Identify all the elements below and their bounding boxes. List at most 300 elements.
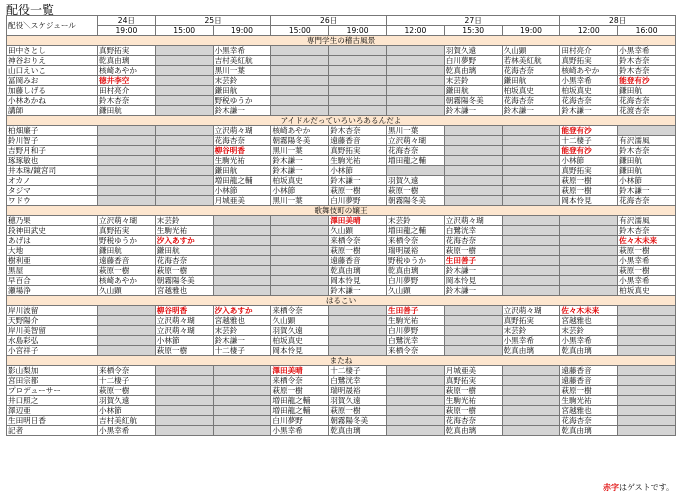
time-header: 15:00 [271, 26, 329, 36]
no-performance-cell [98, 126, 156, 136]
cast-cell: 萩原一樹 [444, 246, 502, 256]
role-name: 山口えいこ [7, 66, 98, 76]
cast-cell: 核崎あやか [98, 276, 156, 286]
no-performance-cell [502, 146, 560, 156]
cast-cell: 小林節 [329, 166, 387, 176]
cast-cell: 十二棲子 [98, 376, 156, 386]
no-performance-cell [386, 46, 444, 56]
no-performance-cell [618, 416, 676, 426]
cast-cell: 末芸鈴 [444, 76, 502, 86]
role-name: 宮田宗都 [7, 376, 98, 386]
cast-cell: 花海杏奈 [444, 416, 502, 426]
no-performance-cell [618, 426, 676, 436]
no-performance-cell [155, 376, 213, 386]
role-row [7, 306, 676, 316]
role-row [7, 346, 676, 356]
role-name: 生田明日香 [7, 416, 98, 426]
no-performance-cell [386, 416, 444, 426]
cast-cell: 真野拓実 [560, 56, 618, 66]
cast-cell: 小林節 [271, 186, 329, 196]
cast-cell: 小黒幸希 [618, 276, 676, 286]
cast-cell: 乾真由璃 [329, 266, 387, 276]
no-performance-cell [386, 376, 444, 386]
time-header: 12:00 [560, 26, 618, 36]
role-name: タジマ [7, 186, 98, 196]
cast-cell: 野税ゆうか [386, 256, 444, 266]
cast-cell: 萩原一樹 [618, 246, 676, 256]
no-performance-cell [444, 156, 502, 166]
role-row [7, 66, 676, 76]
no-performance-cell [213, 426, 271, 436]
cast-cell: 小林節 [560, 156, 618, 166]
no-performance-cell [386, 106, 444, 116]
no-performance-cell [386, 426, 444, 436]
cast-cell: 小林節 [155, 336, 213, 346]
cast-cell: 白川夢野 [329, 196, 387, 206]
no-performance-cell [618, 386, 676, 396]
no-performance-cell [98, 336, 156, 346]
role-row [7, 406, 676, 416]
cast-cell: 能登有沙 [560, 126, 618, 136]
legend-text: はゲストです。 [618, 483, 674, 492]
no-performance-cell [560, 256, 618, 266]
no-performance-cell [618, 326, 676, 336]
no-performance-cell [618, 306, 676, 316]
corner-label: 配役＼スケジュール [7, 16, 98, 36]
cast-cell: 岡本怜見 [560, 196, 618, 206]
cast-cell: 久山顕 [502, 46, 560, 56]
no-performance-cell [444, 346, 502, 356]
cast-cell: 小黒幸希 [502, 336, 560, 346]
no-performance-cell [271, 96, 329, 106]
cast-cell: 萩原一樹 [98, 386, 156, 396]
cast-cell: 柏坂真史 [271, 176, 329, 186]
no-performance-cell [502, 156, 560, 166]
cast-cell: 白鷺洸幸 [386, 336, 444, 346]
role-name: ワドウ [7, 196, 98, 206]
no-performance-cell [329, 76, 387, 86]
cast-cell: 真野拓実 [502, 316, 560, 326]
role-row [7, 266, 676, 276]
role-name: 琢琢敏也 [7, 156, 98, 166]
role-name: 井口照之 [7, 396, 98, 406]
cast-cell: 増田龍之輔 [213, 176, 271, 186]
no-performance-cell [618, 406, 676, 416]
cast-cell: 岡本怜見 [444, 276, 502, 286]
no-performance-cell [386, 386, 444, 396]
cast-cell: 末芸鈴 [213, 76, 271, 86]
cast-cell: 鎌田航 [98, 106, 156, 116]
role-row [7, 416, 676, 426]
cast-cell: 白鷺洸幸 [329, 376, 387, 386]
cast-cell: 月城亜美 [444, 366, 502, 376]
no-performance-cell [502, 276, 560, 286]
cast-cell: 羽賀久遠 [386, 176, 444, 186]
no-performance-cell [560, 236, 618, 246]
cast-cell: 田村亮介 [560, 46, 618, 56]
cast-cell: 鈴木謙一 [271, 166, 329, 176]
no-performance-cell [98, 156, 156, 166]
no-performance-cell [155, 366, 213, 376]
cast-cell: 岡本怜見 [271, 346, 329, 356]
no-performance-cell [155, 56, 213, 66]
cast-cell: 宮越雅也 [560, 406, 618, 416]
cast-cell: 乾真由璃 [329, 426, 387, 436]
cast-cell: 花海杏奈 [213, 136, 271, 146]
no-performance-cell [329, 316, 387, 326]
no-performance-cell [213, 416, 271, 426]
cast-cell: 立沢萌々瑚 [386, 136, 444, 146]
date-header-row [7, 16, 676, 26]
role-row [7, 376, 676, 386]
no-performance-cell [502, 166, 560, 176]
cast-cell: 鈴木謙一 [271, 156, 329, 166]
no-performance-cell [155, 386, 213, 396]
no-performance-cell [213, 256, 271, 266]
role-row [7, 256, 676, 266]
no-performance-cell [213, 396, 271, 406]
role-row [7, 126, 676, 136]
no-performance-cell [329, 306, 387, 316]
no-performance-cell [155, 196, 213, 206]
cast-cell: 遠藤香音 [329, 136, 387, 146]
cast-cell: 野税ゆうか [213, 96, 271, 106]
cast-cell: 立沢萌々瑚 [98, 216, 156, 226]
cast-cell: 朝霧陽冬美 [444, 96, 502, 106]
cast-cell: 柳谷明香 [213, 146, 271, 156]
cast-cell: 来栖令奈 [386, 346, 444, 356]
date-header: 26日 [271, 16, 387, 26]
cast-cell: 白川夢野 [444, 56, 502, 66]
no-performance-cell [271, 56, 329, 66]
cast-cell: 宮越雅也 [155, 286, 213, 296]
no-performance-cell [271, 66, 329, 76]
cast-cell: 瑞明晟裕 [329, 386, 387, 396]
role-row [7, 316, 676, 326]
role-row [7, 156, 676, 166]
role-name: 瀬場浄 [7, 286, 98, 296]
section-header-row [7, 356, 676, 366]
role-row [7, 276, 676, 286]
cast-cell: 鈴木杏奈 [618, 226, 676, 236]
cast-cell: 小黒幸希 [271, 426, 329, 436]
cast-cell: 萩原一樹 [155, 346, 213, 356]
cast-cell: 真野拓実 [560, 166, 618, 176]
legend-red-word: 赤字 [602, 483, 619, 492]
role-row [7, 386, 676, 396]
no-performance-cell [386, 96, 444, 106]
cast-cell: 萩原一樹 [329, 186, 387, 196]
role-name: プロデューサー [7, 386, 98, 396]
cast-cell: 小黒幸希 [618, 46, 676, 56]
cast-cell: 生駒光祐 [386, 316, 444, 326]
cast-cell: 立沢萌々瑚 [444, 216, 502, 226]
no-performance-cell [618, 396, 676, 406]
section-header-row [7, 206, 676, 216]
no-performance-cell [560, 286, 618, 296]
no-performance-cell [213, 276, 271, 286]
cast-cell: 吉村美紅航 [213, 56, 271, 66]
cast-cell: 田村亮介 [98, 86, 156, 96]
role-name: 冨岡みお [7, 76, 98, 86]
no-performance-cell [271, 276, 329, 286]
cast-cell: 柳谷明香 [155, 306, 213, 316]
cast-cell: 十二棲子 [213, 346, 271, 356]
cast-cell: 鈴木謙一 [329, 176, 387, 186]
no-performance-cell [155, 146, 213, 156]
cast-cell: 萩原一樹 [386, 186, 444, 196]
cast-cell: 萩原一樹 [98, 266, 156, 276]
no-performance-cell [502, 386, 560, 396]
no-performance-cell [502, 186, 560, 196]
role-name: 岸川波留 [7, 306, 98, 316]
cast-cell: 柏坂真史 [502, 86, 560, 96]
no-performance-cell [155, 156, 213, 166]
cast-cell: 久山顕 [386, 286, 444, 296]
role-name: 段神田武史 [7, 226, 98, 236]
time-header: 16:00 [618, 26, 676, 36]
no-performance-cell [155, 76, 213, 86]
cast-cell: 鈴木杏奈 [618, 56, 676, 66]
cast-cell: 羽賀久遠 [271, 326, 329, 336]
section-header-row [7, 116, 676, 126]
role-name: 岸川美智留 [7, 326, 98, 336]
role-name: 吉野月和子 [7, 146, 98, 156]
cast-cell: 乾真由璃 [502, 346, 560, 356]
no-performance-cell [98, 176, 156, 186]
cast-cell: 宮越雅也 [213, 316, 271, 326]
cast-cell: 花海杏奈 [502, 96, 560, 106]
role-name: 井本珠/鏡宮司 [7, 166, 98, 176]
role-row [7, 46, 676, 56]
no-performance-cell [560, 246, 618, 256]
cast-cell: 鎌田航 [502, 76, 560, 86]
cast-cell: 岡本怜見 [329, 276, 387, 286]
no-performance-cell [98, 306, 156, 316]
cast-cell: 遠藤香音 [560, 366, 618, 376]
cast-cell: 鈴木謙一 [444, 266, 502, 276]
no-performance-cell [213, 406, 271, 416]
cast-cell: 核崎あやか [98, 66, 156, 76]
cast-cell: 末芸鈴 [560, 326, 618, 336]
cast-cell: 萩原一樹 [618, 266, 676, 276]
cast-cell: 乾真由璃 [444, 426, 502, 436]
role-row [7, 336, 676, 346]
no-performance-cell [444, 146, 502, 156]
cast-cell: 若林美紅航 [502, 56, 560, 66]
cast-cell: 月城亜美 [213, 196, 271, 206]
no-performance-cell [502, 376, 560, 386]
cast-cell: 真野拓実 [98, 226, 156, 236]
no-performance-cell [271, 286, 329, 296]
cast-cell: 萩原一樹 [444, 386, 502, 396]
no-performance-cell [560, 216, 618, 226]
cast-cell: 萩原一樹 [271, 386, 329, 396]
no-performance-cell [98, 186, 156, 196]
role-name: 記者 [7, 426, 98, 436]
role-name: 影山梨加 [7, 366, 98, 376]
role-row [7, 56, 676, 66]
cast-cell: 来栖令奈 [271, 376, 329, 386]
no-performance-cell [155, 186, 213, 196]
cast-cell: 鈴木謙一 [213, 336, 271, 346]
role-row [7, 176, 676, 186]
cast-cell: 柏坂真史 [618, 286, 676, 296]
cast-cell: 真野拓実 [329, 146, 387, 156]
section-title: はるこい [7, 296, 676, 306]
role-name: 柏畑廉子 [7, 126, 98, 136]
no-performance-cell [444, 176, 502, 186]
cast-cell: 生駒光祐 [329, 156, 387, 166]
cast-cell: 鈴木謙一 [213, 106, 271, 116]
section-title: またね [7, 356, 676, 366]
section-header-row [7, 296, 676, 306]
cast-cell: 能登有沙 [560, 146, 618, 156]
cast-cell: 花海杏奈 [502, 66, 560, 76]
no-performance-cell [502, 126, 560, 136]
cast-cell: 汐入あすか [155, 236, 213, 246]
role-row [7, 246, 676, 256]
no-performance-cell [502, 236, 560, 246]
no-performance-cell [329, 336, 387, 346]
no-performance-cell [98, 346, 156, 356]
date-header: 27日 [386, 16, 559, 26]
cast-cell: 白鷺洸幸 [444, 226, 502, 236]
role-name: 黒屋 [7, 266, 98, 276]
cast-cell: 鈴木謙一 [560, 106, 618, 116]
role-name: 穂乃果 [7, 216, 98, 226]
cast-cell: 乾真由璃 [386, 266, 444, 276]
no-performance-cell [213, 266, 271, 276]
cast-cell: 花海杏奈 [386, 146, 444, 156]
role-row [7, 396, 676, 406]
role-row [7, 76, 676, 86]
no-performance-cell [271, 256, 329, 266]
time-header: 19:00 [329, 26, 387, 36]
cast-cell: 乾真由璃 [560, 346, 618, 356]
no-performance-cell [98, 136, 156, 146]
cast-cell: 生田善子 [444, 256, 502, 266]
role-row [7, 226, 676, 236]
no-performance-cell [444, 186, 502, 196]
role-row [7, 366, 676, 376]
time-header: 19:00 [98, 26, 156, 36]
cast-cell: 末芸鈴 [502, 326, 560, 336]
cast-cell: 鈴木謙一 [502, 106, 560, 116]
cast-cell: 有沢濡風 [618, 216, 676, 226]
no-performance-cell [502, 136, 560, 146]
date-header: 25日 [155, 16, 271, 26]
no-performance-cell [560, 266, 618, 276]
no-performance-cell [386, 396, 444, 406]
cast-cell: 黒川一葉 [271, 196, 329, 206]
cast-cell: 鎌田航 [618, 156, 676, 166]
cast-cell: 黒川一葉 [271, 146, 329, 156]
cast-cell: 朝霧陽冬美 [329, 416, 387, 426]
role-name: 加藤しげる [7, 86, 98, 96]
cast-cell: 小黒幸希 [98, 426, 156, 436]
role-row [7, 166, 676, 176]
no-performance-cell [502, 396, 560, 406]
cast-cell: 鎌田航 [213, 166, 271, 176]
cast-cell: 花海杏奈 [560, 96, 618, 106]
no-performance-cell [155, 66, 213, 76]
cast-cell: 久山顕 [271, 316, 329, 326]
no-performance-cell [386, 66, 444, 76]
no-performance-cell [155, 426, 213, 436]
no-performance-cell [155, 46, 213, 56]
no-performance-cell [213, 216, 271, 226]
no-performance-cell [444, 336, 502, 346]
cast-cell: 朝霧陽冬美 [386, 196, 444, 206]
time-header: 12:00 [386, 26, 444, 36]
role-name: あげは [7, 236, 98, 246]
cast-cell: 朝霧陽冬美 [155, 276, 213, 286]
cast-cell: 来栖令奈 [271, 306, 329, 316]
cast-cell: 鈴木謙一 [618, 186, 676, 196]
role-row [7, 106, 676, 116]
no-performance-cell [213, 236, 271, 246]
cast-cell: 白川夢野 [386, 326, 444, 336]
cast-cell: 瑞明晟裕 [386, 246, 444, 256]
cast-cell: 乾真由璃 [98, 56, 156, 66]
no-performance-cell [271, 106, 329, 116]
no-performance-cell [155, 176, 213, 186]
cast-cell: 増田龍之輔 [271, 396, 329, 406]
no-performance-cell [502, 266, 560, 276]
cast-cell: 末芸鈴 [213, 326, 271, 336]
cast-cell: 久山顕 [98, 286, 156, 296]
cast-cell: 鎌田航 [98, 246, 156, 256]
cast-cell: 遠藤香音 [98, 256, 156, 266]
role-name: 小林あかね [7, 96, 98, 106]
role-row [7, 196, 676, 206]
role-name: 田中さとし [7, 46, 98, 56]
no-performance-cell [444, 306, 502, 316]
date-header: 28日 [560, 16, 676, 26]
cast-cell: 佐々木未来 [618, 236, 676, 246]
cast-cell: 小林節 [98, 406, 156, 416]
cast-cell: 立沢萌々瑚 [155, 316, 213, 326]
role-name: 早百合 [7, 276, 98, 286]
role-row [7, 96, 676, 106]
no-performance-cell [618, 126, 676, 136]
time-header: 19:00 [213, 26, 271, 36]
no-performance-cell [502, 196, 560, 206]
no-performance-cell [329, 96, 387, 106]
cast-cell: 羽賀久遠 [98, 396, 156, 406]
page-title: 配役一覧 [6, 3, 55, 17]
no-performance-cell [329, 326, 387, 336]
role-name: オカノ [7, 176, 98, 186]
cast-cell: 萩原一樹 [560, 186, 618, 196]
no-performance-cell [618, 366, 676, 376]
cast-cell: 末芸鈴 [155, 216, 213, 226]
cast-cell: 小黒幸希 [213, 46, 271, 56]
role-row [7, 136, 676, 146]
cast-cell: 白川夢野 [271, 416, 329, 426]
no-performance-cell [502, 226, 560, 236]
no-performance-cell [618, 336, 676, 346]
cast-cell: 立沢萌々瑚 [502, 306, 560, 316]
cast-cell: 羽賀久遠 [444, 46, 502, 56]
cast-cell: 久山顕 [329, 226, 387, 236]
no-performance-cell [271, 246, 329, 256]
role-name: 小宮祥子 [7, 346, 98, 356]
role-row [7, 86, 676, 96]
cast-cell: 萩原一樹 [444, 406, 502, 416]
no-performance-cell [155, 136, 213, 146]
